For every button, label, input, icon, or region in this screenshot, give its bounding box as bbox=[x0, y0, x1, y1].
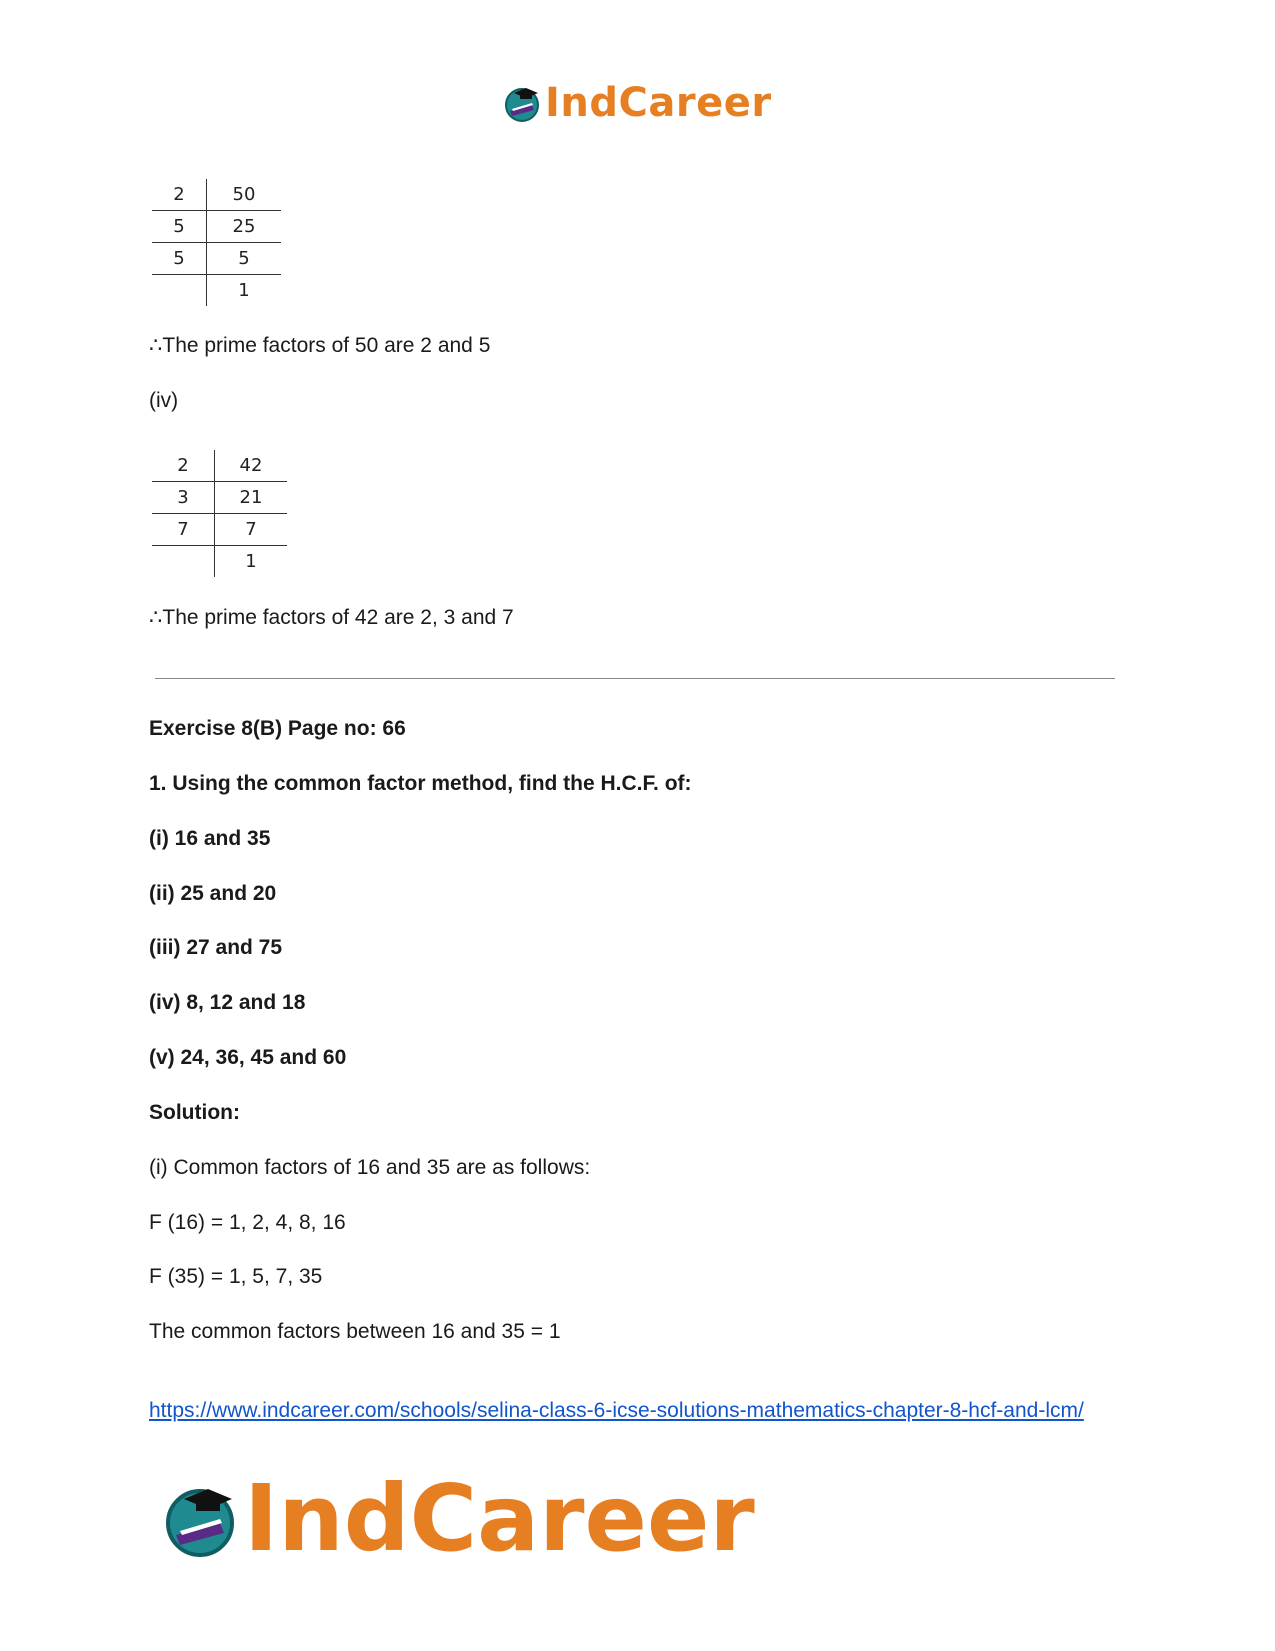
question-part-iii: (iii) 27 and 75 bbox=[149, 936, 283, 959]
dividend-cell: 42 bbox=[215, 450, 288, 482]
divisor-cell: 2 bbox=[152, 179, 207, 211]
division-table-50 bbox=[152, 179, 281, 306]
dividend-cell: 7 bbox=[215, 514, 288, 546]
table-row bbox=[152, 275, 281, 307]
logo-wordmark: IndCareer bbox=[244, 1465, 755, 1572]
dividend-cell: 50 bbox=[207, 179, 282, 211]
dividend-cell: 25 bbox=[207, 211, 282, 243]
logo-wordmark: IndCareer bbox=[545, 80, 772, 126]
divisor-cell: 5 bbox=[152, 211, 207, 243]
exercise-heading: Exercise 8(B) Page no: 66 bbox=[149, 717, 406, 740]
divisor-cell bbox=[152, 546, 215, 578]
dividend-cell: 1 bbox=[245, 551, 257, 572]
divisor-cell: 2 bbox=[152, 450, 215, 482]
solution-part-i-intro: (i) Common factors of 16 and 35 are as follows: bbox=[149, 1156, 591, 1179]
part-iv-label: (iv) bbox=[149, 389, 179, 412]
table-row bbox=[152, 211, 281, 243]
section-divider bbox=[155, 678, 1115, 679]
question-1: 1. Using the common factor method, find the H.C.F. of: bbox=[149, 772, 692, 795]
factors-35: F (35) = 1, 5, 7, 35 bbox=[149, 1265, 323, 1288]
divisor-cell: 3 bbox=[152, 482, 215, 514]
divisor-cell bbox=[152, 275, 207, 307]
table-row bbox=[152, 450, 287, 482]
table-row bbox=[152, 546, 287, 578]
logo-globe-icon bbox=[160, 1479, 240, 1559]
division-table-42 bbox=[152, 450, 287, 577]
table-row bbox=[152, 514, 287, 546]
question-part-iv: (iv) 8, 12 and 18 bbox=[149, 991, 306, 1014]
solution-heading: Solution: bbox=[149, 1101, 240, 1124]
question-part-v: (v) 24, 36, 45 and 60 bbox=[149, 1046, 347, 1069]
table-row bbox=[152, 482, 287, 514]
footer-logo bbox=[160, 1465, 755, 1572]
table-row bbox=[152, 243, 281, 275]
prime-factors-42-text: ∴The prime factors of 42 are 2, 3 and 7 bbox=[149, 606, 514, 629]
prime-factors-50-text: ∴The prime factors of 50 are 2 and 5 bbox=[149, 334, 491, 357]
dividend-cell: 1 bbox=[238, 280, 250, 301]
header-logo bbox=[502, 80, 772, 126]
table-row bbox=[152, 179, 281, 211]
dividend-cell: 5 bbox=[207, 243, 282, 275]
divisor-cell: 5 bbox=[152, 243, 207, 275]
question-part-i: (i) 16 and 35 bbox=[149, 827, 271, 850]
source-link[interactable]: https://www.indcareer.com/schools/selina-class-6-icse-solutions-mathematics-chapter-8-hcf-and-lcm/ bbox=[149, 1399, 1084, 1422]
divisor-cell: 7 bbox=[152, 514, 215, 546]
question-part-ii: (ii) 25 and 20 bbox=[149, 882, 277, 905]
logo-globe-icon bbox=[502, 83, 542, 123]
dividend-cell: 21 bbox=[215, 482, 288, 514]
common-factors-result: The common factors between 16 and 35 = 1 bbox=[149, 1320, 561, 1343]
factors-16: F (16) = 1, 2, 4, 8, 16 bbox=[149, 1211, 346, 1234]
